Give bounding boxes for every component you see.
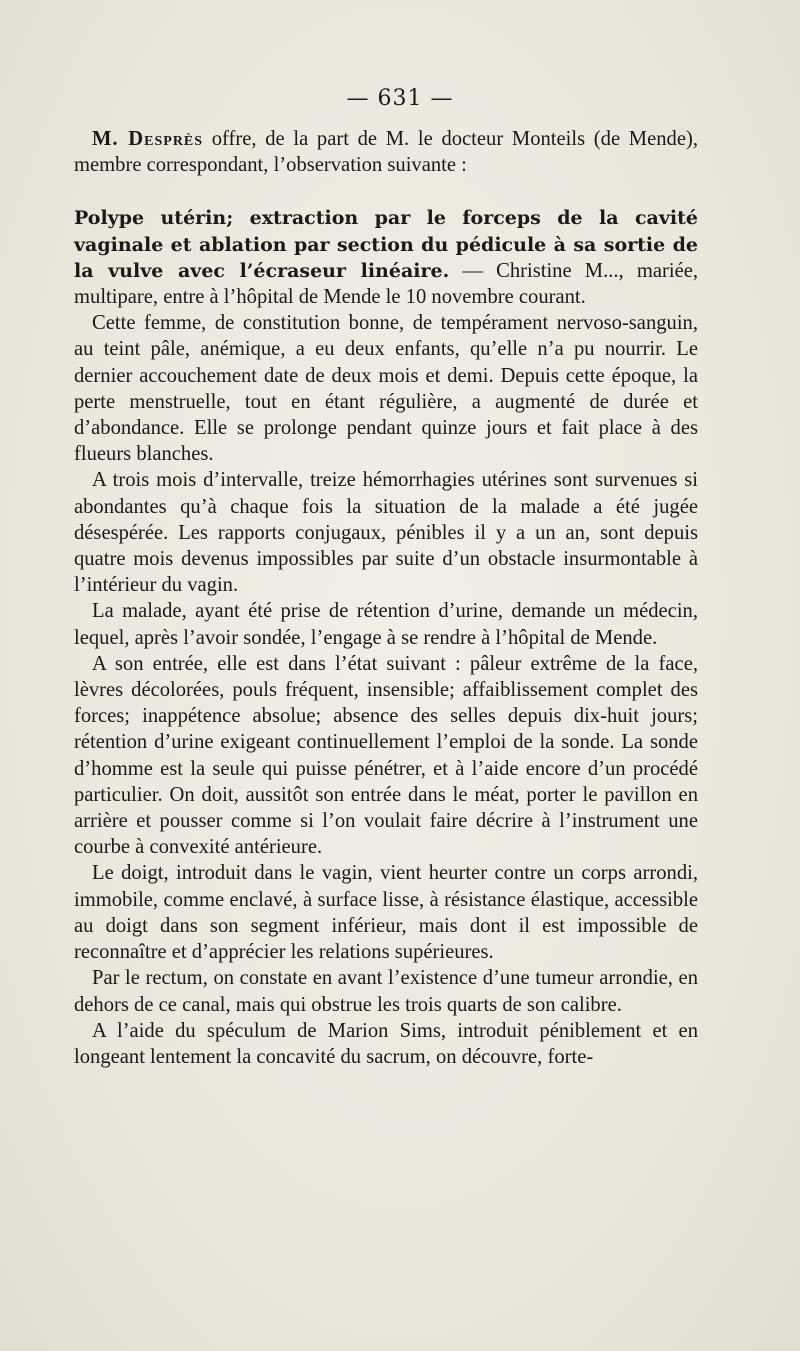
paragraph: A trois mois d’intervalle, treize hémorrhagies utérines sont survenues si abondantes qu’à chaque fois la situation de la malade a été jugée désespérée. Les rapports conjugaux, pénibles il y a un an, sont depuis quatre mois devenus impossibles par suite d’un obstacle insurmontable à l’intérieur du vagin. [74,469,698,597]
intro-text: offre, de la part de M. le docteur Monteils (de Mende), membre correspondant, l’observation suivante : [74,128,698,177]
paragraph-spacer [74,178,698,205]
paragraph: A son entrée, elle est dans l’état suivant : pâleur extrême de la face, lèvres décolorées, pouls fréquent, insensible; affaiblissement complet des forces; inappétence absolue; absence des selles depuis dix-huit jours; rétention d’urine exigeant continuellement l’emploi de la sonde. La sonde d’homme est la seule qui puisse pénétrer, et à l’aide encore d’un procédé particulier. On doit, aussitôt son entrée dans le méat, porter le pavillon en arrière et pousser comme si l’on voulait faire décrire à l’instrument une courbe à convexité antérieure. [74,652,698,859]
body-text [74,126,698,1070]
intro-paragraph [74,126,698,178]
paragraph: Par le rectum, on constate en avant l’existence d’une tumeur arrondie, en dehors de ce canal, mais qui obstrue les trois quarts de son calibre. [74,967,698,1016]
paragraph: Cette femme, de constitution bonne, de tempérament nervoso-sanguin, au teint pâle, anémique, a eu deux enfants, qu’elle n’a pu nourrir. Le dernier accouchement date de deux mois et demi. Depuis cette époque, la perte menstruelle, tout en étant régulière, a augmenté de durée et d’abondance. Elle se prolonge pendant quinze jours et fait place à des flueurs blanches. [74,312,698,466]
paragraph: Le doigt, introduit dans le vagin, vient heurter contre un corps arrondi, immobile, comme enclavé, à surface lisse, à résistance élastique, accessible au doigt dans son segment inférieur, mais dont il est impossible de reconnaître et d’apprécier les relations supérieures. [74,862,698,964]
page-number: — 631 — [346,86,454,111]
case-title: Polype utérin; extraction par le forceps de la cavité vaginale et ablation par section du pédicule à sa sortie de la vulve avec l’écraseur linéaire. [74,207,698,282]
paragraph: La malade, ayant été prise de rétention d’urine, demande un médecin, lequel, après l’avoir sondée, l’engage à se rendre à l’hôpital de Mende. [74,600,698,649]
author-name: M. Desprès [92,128,204,150]
case-intro: — Christine M..., mariée, multipare, entre à l’hôpital de Mende le 10 novembre courant. [74,259,698,309]
paragraph: A l’aide du spéculum de Marion Sims, introduit péniblement et en longeant lentement la concavité du sacrum, on découvre, forte- [74,1019,698,1068]
case-heading-paragraph [74,205,698,310]
